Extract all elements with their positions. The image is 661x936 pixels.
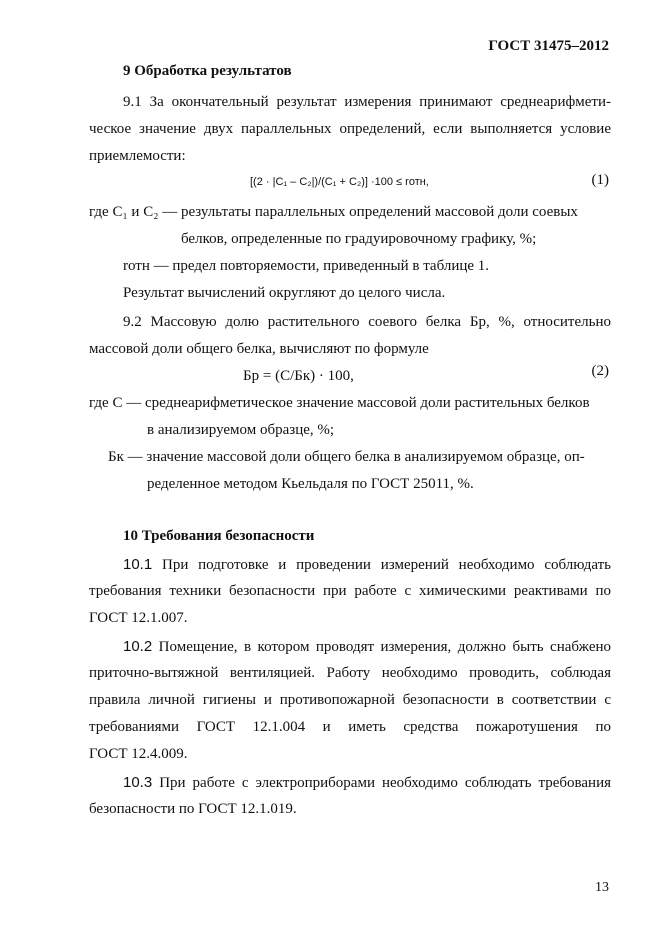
p102-number: 10.2 xyxy=(123,638,153,655)
where2-line-2: в анализируемом образце, %; xyxy=(147,422,335,438)
where2-line-1: где C — среднеарифметическое значение массовой доли растительных белков xyxy=(89,395,590,411)
section-10-heading: 10 Требования безопасности xyxy=(123,528,315,544)
p92-line-2: массовой доли общего белка, вычисляют по формуле xyxy=(89,341,429,357)
p103-line-1 xyxy=(89,769,611,797)
formula-1: [(2 · |C₁ – C₂|)/(C₁ + C₂)] ·100 ≤ rотн, xyxy=(250,176,429,188)
where1-r-line: rотн — предел повторяемости, приведенный в таблице 1. xyxy=(123,258,490,274)
p102-line-2: приточно-вытяжной вентиляцией. Работу необходимо проводить, соблюдая xyxy=(89,665,611,681)
p102-line-5: ГОСТ 12.4.009. xyxy=(89,746,188,762)
rounding-line: Результат вычислений округляют до целого числа. xyxy=(123,285,446,301)
p103-number: 10.3 xyxy=(123,774,153,791)
formula-1-number: (1) xyxy=(591,172,609,188)
p91-line-2: ческое значение двух параллельных определений, если выполняется условие xyxy=(89,121,611,137)
p101-number: 10.1 xyxy=(123,556,153,573)
formula-2-number: (2) xyxy=(591,363,609,379)
p91-line-3: приемлемости: xyxy=(89,148,186,164)
p91-number: 9.1 xyxy=(123,94,142,110)
page-number: 13 xyxy=(595,880,609,895)
document-header: ГОСТ 31475–2012 xyxy=(488,38,609,54)
p101-line-2: требования техники безопасности при работе с химическими реактивами по xyxy=(89,583,611,599)
p92-line-1: 9.2 Массовую долю растительного соевого белка Бр, %, относительно xyxy=(123,314,611,330)
section-9-heading: 9 Обработка результатов xyxy=(123,63,292,79)
p103-text-1: При работе с электроприборами необходимо соблюдать требования xyxy=(159,775,612,791)
p101-line-3: ГОСТ 12.1.007. xyxy=(89,610,188,626)
formula-2: Бр = (C/Бк) · 100, xyxy=(243,368,354,384)
where2-b-line-2: ределенное методом Кьельдаля по ГОСТ 25011, %. xyxy=(147,476,474,492)
where1-line-2: белков, определенные по градуировочному графику, %; xyxy=(181,231,537,247)
p102-line-1 xyxy=(89,633,611,661)
p101-text-1: При подготовке и проведении измерений необходимо соблюдать xyxy=(162,557,611,573)
where1-line-1: где C₁ и C₂ — результаты параллельных определений массовой доли соевых xyxy=(89,204,578,220)
p102-text-1: Помещение, в котором проводят измерения, должно быть снабжено xyxy=(158,639,612,655)
p91-line-1 xyxy=(89,89,611,116)
p91-text-1: За окончательный результат измерения принимают среднеарифмети- xyxy=(149,94,611,110)
p102-line-3: правила личной гигиены и противопожарной безопасности в соответствии с xyxy=(89,692,611,708)
where2-b-line-1: Бк — значение массовой доли общего белка в анализируемом образце, оп- xyxy=(108,449,585,465)
p103-line-2: безопасности по ГОСТ 12.1.019. xyxy=(89,801,297,817)
p101-line-1 xyxy=(89,551,611,579)
p102-line-4: требованиями ГОСТ 12.1.004 и иметь средства пожаротушения по xyxy=(89,719,611,735)
